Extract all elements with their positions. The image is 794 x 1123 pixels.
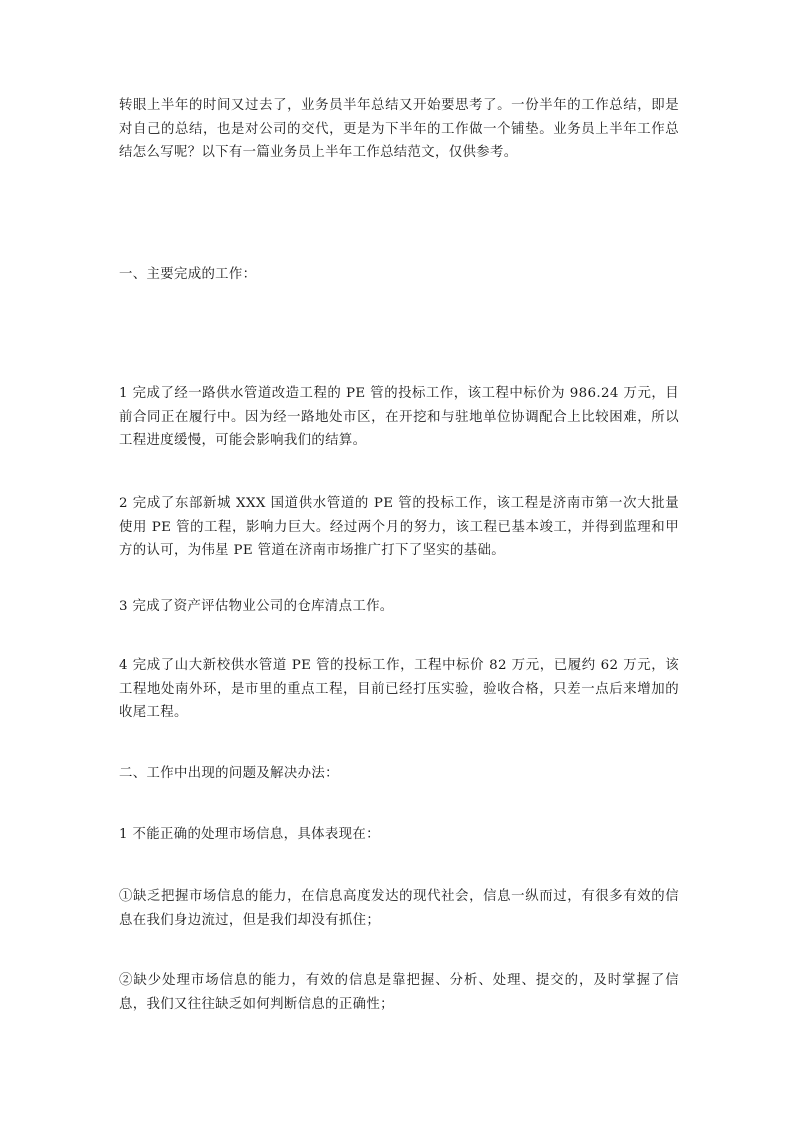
list-item-4: 4 完成了山大新校供水管道 PE 管的投标工作，工程中标价 82 万元，已履约 62 万元，该工程地处南外环，是市里的重点工程，目前已经打压实验，验收合格，只差一点后来增加的收尾工程。	[119, 658, 679, 720]
section-heading-problems: 二、工作中出现的问题及解决办法：	[119, 766, 339, 781]
intro-paragraph: 转眼上半年的时间又过去了，业务员半年总结又开始要思考了。一份半年的工作总结，即是对自己的总结，也是对公司的交代，更是为下半年的工作做一个铺垫。业务员上半年工作总结怎么写呢？以下有一篇业务员上半年工作总结范文，仅供参考。	[119, 98, 679, 160]
list-item-2: 2 完成了东部新城 XXX 国道供水管道的 PE 管的投标工作，该工程是济南市第一次大批量使用 PE 管的工程，影响力巨大。经过两个月的努力，该工程已基本竣工，并得到监理和甲方的认可，为伟星 PE 管道在济南市场推广打下了坚实的基础。	[119, 496, 679, 558]
list-item-3: 3 完成了资产评估物业公司的仓库清点工作。	[119, 599, 394, 614]
problem-point-1: ①缺乏把握市场信息的能力，在信息高度发达的现代社会，信息一纵而过，有很多有效的信息在我们身边流过，但是我们却没有抓住；	[119, 889, 679, 928]
section-heading-main-work: 一、主要完成的工作：	[119, 267, 257, 282]
problem-item-1: 1 不能正确的处理市场信息，具体表现在：	[119, 827, 380, 842]
list-item-1: 1 完成了经一路供水管道改造工程的 PE 管的投标工作，该工程中标价为 986.24 万元，目前合同正在履行中。因为经一路地处市区，在开挖和与驻地单位协调配合上比较困难，所以工程进度缓慢，可能会影响我们的结算。	[119, 386, 679, 448]
problem-point-2: ②缺少处理市场信息的能力，有效的信息是靠把握、分析、处理、提交的，及时掌握了信息，我们又往往缺乏如何判断信息的正确性；	[119, 973, 679, 1012]
